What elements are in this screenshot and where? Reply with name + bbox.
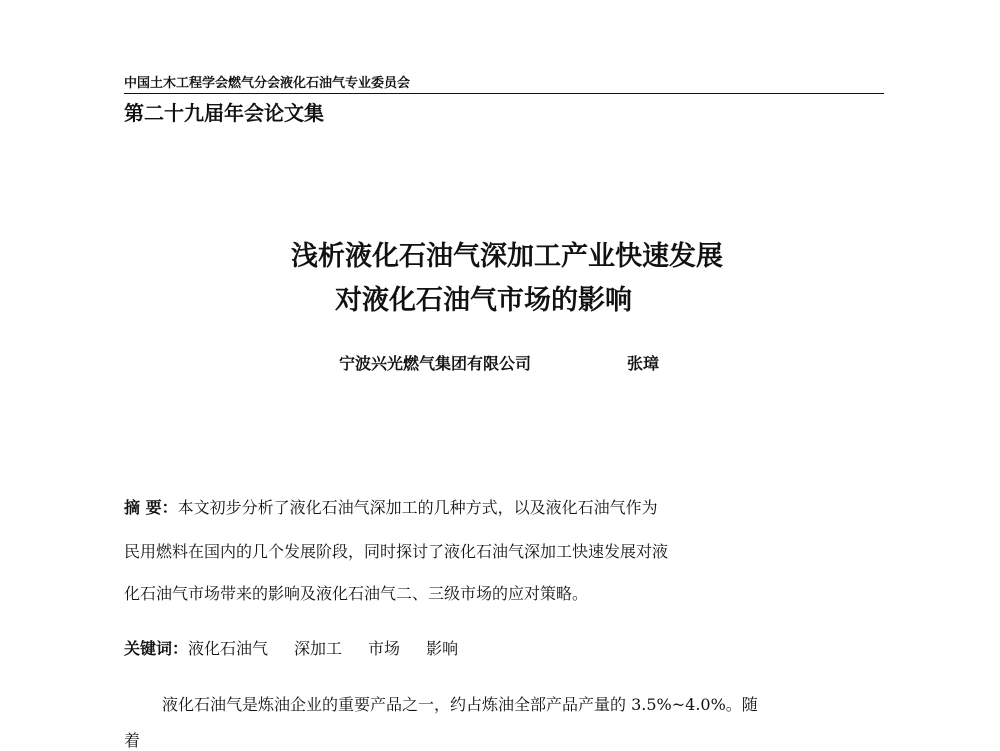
paper-title-line-2: 对液化石油气市场的影响 — [335, 285, 632, 316]
paper-title-line-1: 浅析液化石油气深加工产业快速发展 — [291, 241, 723, 272]
keyword-item: 液化石油气 — [188, 639, 269, 658]
abstract-line-3: 化石油气市场带来的影响及液化石油气二、三级市场的应对策略。 — [124, 584, 589, 603]
keyword-item: 深加工 — [294, 639, 343, 658]
abstract-line-1 — [124, 495, 658, 518]
abstract-label: 摘 要： — [124, 498, 178, 517]
header-rule — [124, 93, 884, 94]
keyword-item: 影响 — [426, 639, 459, 658]
author-affiliation: 宁波兴光燃气集团有限公司 — [339, 354, 532, 373]
abstract-line-2: 民用燃料在国内的几个发展阶段，同时探讨了液化石油气深加工快速发展对液 — [124, 542, 669, 561]
keywords-line — [124, 636, 484, 659]
abstract-text-1: 本文初步分析了液化石油气深加工的几种方式，以及液化石油气作为 — [177, 498, 658, 517]
header-organization: 中国土木工程学会燃气分会液化石油气专业委员会 — [124, 76, 411, 91]
keywords-label: 关键词： — [124, 639, 189, 658]
header-proceedings: 第二十九届年会论文集 — [124, 101, 324, 125]
keyword-item: 市场 — [368, 639, 401, 658]
body-paragraph-line-2-cutoff: 着 — [124, 731, 141, 750]
author-name: 张璋 — [627, 354, 660, 373]
body-paragraph-line-1: 液化石油气是炼油企业的重要产品之一，约占炼油全部产品产量的 3.5%~4.0%。随 — [162, 695, 758, 714]
